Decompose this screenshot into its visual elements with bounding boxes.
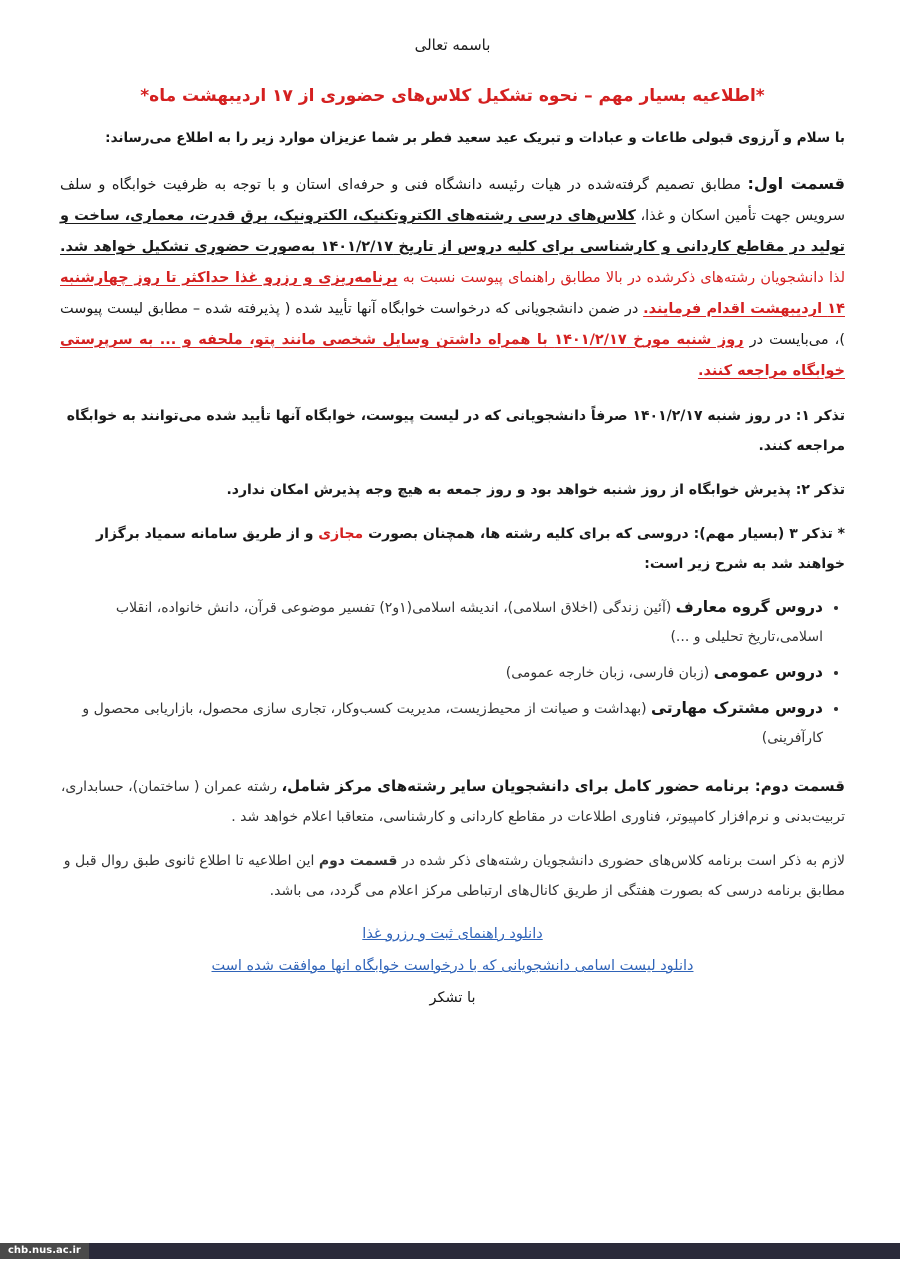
- closing-section-two-ref: قسمت دوم: [318, 853, 398, 869]
- announcement-title: *اطلاعیه بسیار مهم – نحوه تشکیل کلاس‌های حضوری از ۱۷ اردیبهشت ماه*: [140, 86, 765, 106]
- section-one-dorm-text: در ضمن دانشجویانی که درخواست خوابگاه آنها تأیید شده ( پذیرفته شده – مطابق لیست پیوست )، می‌بایست در: [60, 301, 846, 348]
- closing-paragraph: [60, 846, 845, 906]
- course-desc: (زبان فارسی، زبان خارجه عمومی): [505, 665, 714, 681]
- list-item: [60, 593, 823, 652]
- thanks: با تشکر: [429, 990, 476, 1006]
- note-3-suffix: و از طریق سامانه سمیاد برگزار خواهند شد به شرح زیر است:: [96, 526, 845, 572]
- note-3-virtual: مجازی: [318, 526, 364, 542]
- document-page: [60, 28, 845, 1006]
- course-list: [60, 593, 845, 753]
- closing-text-before: لازم به ذکر است برنامه کلاس‌های حضوری دانشجویان رشته‌های ذکر شده در: [401, 853, 845, 869]
- list-item: [60, 658, 823, 688]
- note-2: تذکر ۲: پذیرش خوابگاه از روز شنبه خواهد بود و روز جمعه به هیچ وجه پذیرش امکان ندارد.: [226, 482, 845, 498]
- list-item: [60, 694, 823, 753]
- footer-site-tag: chb.nus.ac.ir: [0, 1243, 89, 1259]
- note-3: [60, 519, 845, 579]
- download-links: [60, 926, 845, 974]
- section-two-text: رشته عمران ( ساختمان)، حسابداری، تربیت‌بدنی و نرم‌افزار کامپیوتر، فناوری اطلاعات در مقاطع کاردانی و کارشناسی، متعاقبا اعلام خواهد شد .: [60, 779, 845, 825]
- section-one: [60, 168, 845, 387]
- basmala: باسمه تعالی: [414, 36, 491, 54]
- section-two: [60, 771, 845, 832]
- footer-bar: [0, 1243, 900, 1259]
- section-one-intro: مطابق تصمیم گرفته‌شده در هیات رئیسه دانشگاه فنی و حرفه‌ای استان و با توجه به ظرفیت خوابگاه و سلف سرویس جهت تأمین اسکان و غذا،: [60, 177, 845, 224]
- section-one-label: قسمت اول:: [747, 174, 845, 193]
- note-1: تذکر ۱: در روز شنبه ۱۴۰۱/۲/۱۷ صرفاً دانشجویانی که در لیست پیوست، خوابگاه آنها تأیید شده می‌توانند به خوابگاه مراجعه کنند.: [66, 408, 845, 454]
- note-3-prefix: * تذکر ۳ (بسیار مهم): دروسی که برای کلیه رشته ها، همچنان بصورت: [368, 526, 845, 542]
- course-title: دروس عمومی: [713, 663, 823, 681]
- section-two-label: قسمت دوم: برنامه حضور کامل برای دانشجویان سایر رشته‌های مرکز شامل،: [281, 777, 845, 795]
- course-desc: (بهداشت و صیانت از محیط‌زیست، مدیریت کسب‌وکار، تجاری سازی محصول، بازاریابی محصول و کارآفرینی): [82, 701, 823, 746]
- course-desc: (آئین زندگی (اخلاق اسلامی)، اندیشه اسلامی(۱و۲) تفسیر موضوعی قرآن، دانش خانواده، انقلاب اسلامی،تاریخ تحلیلی و ...): [115, 600, 823, 645]
- section-one-red-text: لذا دانشجویان رشته‌های ذکرشده در بالا مطابق راهنمای پیوست نسبت به: [402, 270, 846, 286]
- section-one-red-highlight: برنامه‌ریزی و رزرو غذا حداکثر تا روز چهارشنبه ۱۴ اردیبهشت اقدام فرمایند.: [60, 270, 845, 317]
- download-dorm-list-link[interactable]: دانلود لیست اسامی دانشجویانی که با درخواست خوابگاه انها موافقت شده است: [211, 958, 694, 974]
- section-one-dorm-highlight: روز شنبه مورخ ۱۴۰۱/۲/۱۷ با همراه داشتن وسایل شخصی مانند پتو، ملحفه و ... به سرپرستی خوابگاه مراجعه کنند.: [60, 332, 845, 379]
- greeting: با سلام و آرزوی قبولی طاعات و عبادات و تبریک عید سعید فطر بر شما عزیزان موارد زیر را به اطلاع می‌رساند:: [105, 130, 845, 146]
- download-food-guide-link[interactable]: دانلود راهنمای ثبت و رزرو غذا: [362, 926, 543, 942]
- closing-text-after: این اطلاعیه تا اطلاع ثانوی طبق روال قبل و مطابق برنامه درسی که بصورت هفتگی از طریق کانال‌های ارتباطی مرکز اعلام می گردد، می باشد.: [63, 853, 845, 899]
- course-title: دروس مشترک مهارتی: [651, 699, 823, 717]
- course-title: دروس گروه معارف: [675, 598, 823, 616]
- section-one-highlight: کلاس‌های درسی رشته‌های الکتروتکنیک، الکترونیک، برق قدرت، معماری، ساخت و تولید در مقاطع کاردانی و کارشناسی برای کلیه دروس از تاریخ ۱۴۰۱/۲/۱۷ به‌صورت حضوری تشکیل خواهد شد.: [60, 208, 845, 255]
